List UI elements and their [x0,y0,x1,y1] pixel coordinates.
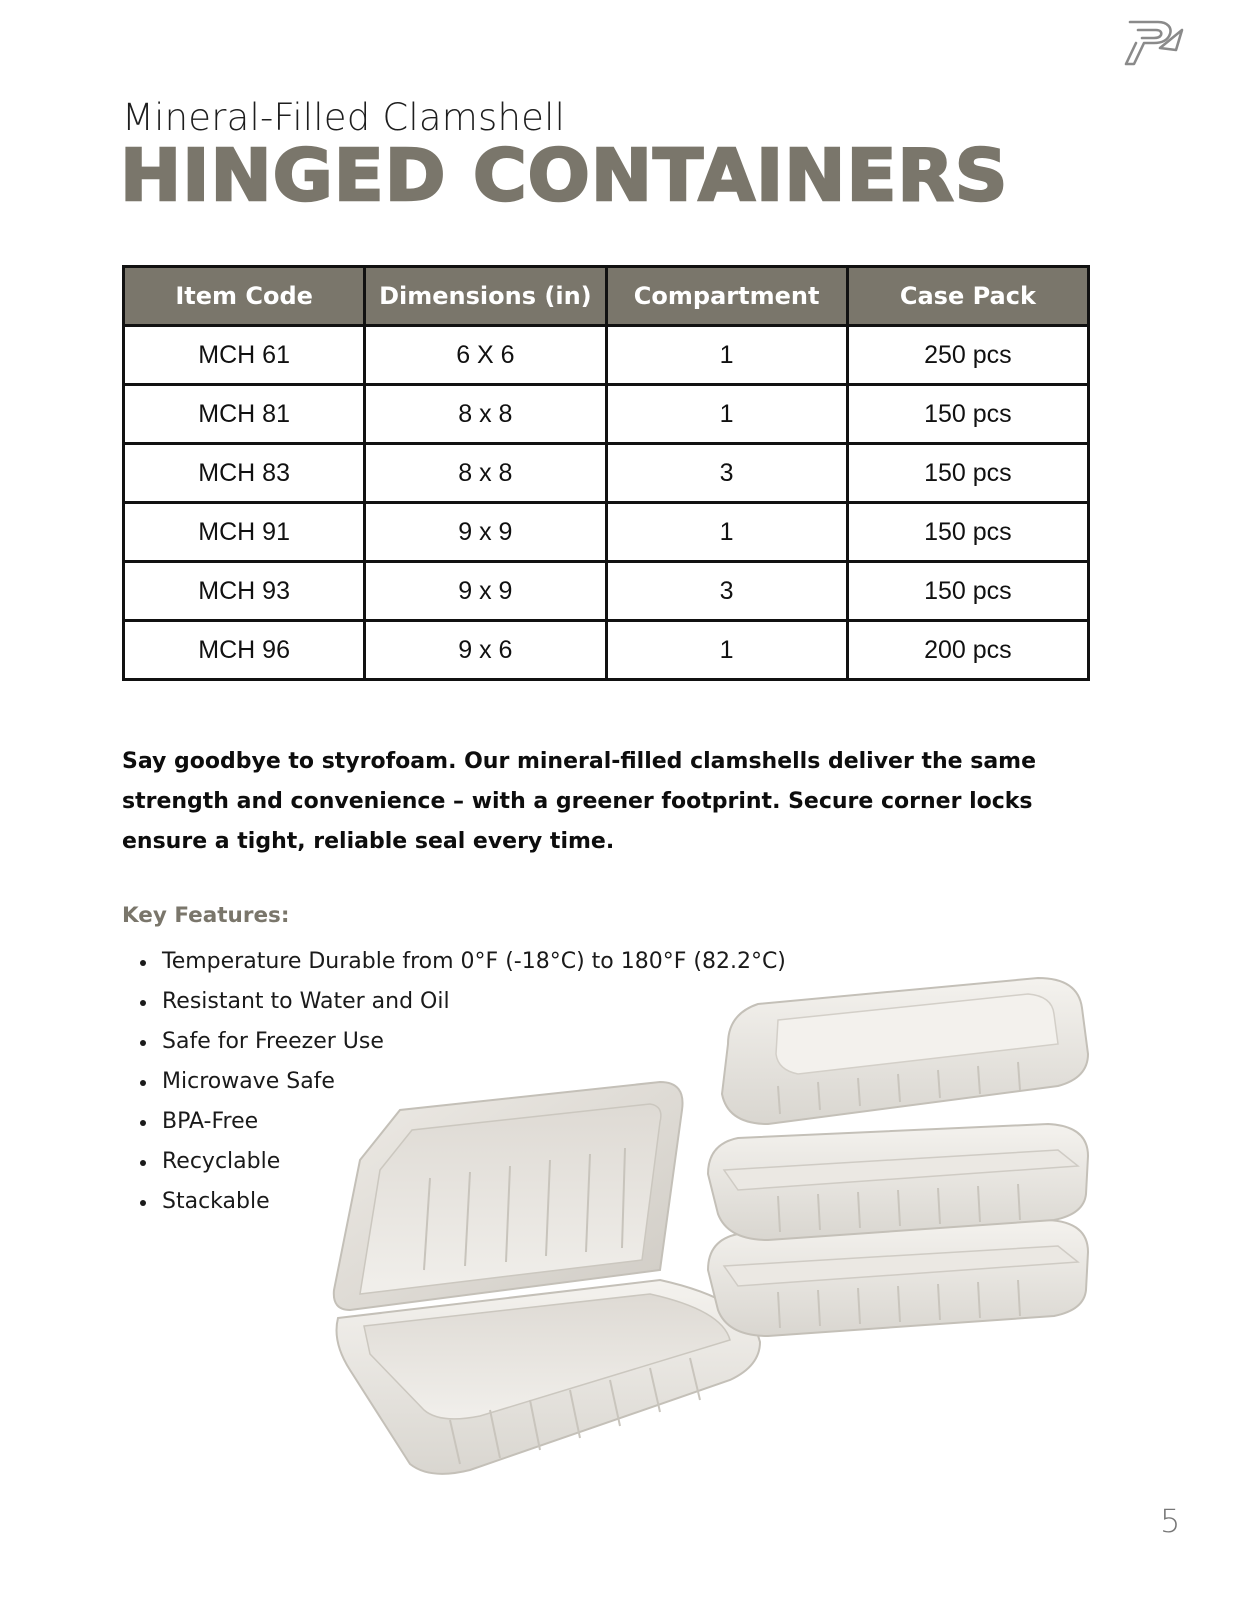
feature-item: Microwave Safe [122,1062,786,1102]
table-cell: 1 [606,503,847,562]
table-cell: 1 [606,385,847,444]
brand-logo-icon [1124,18,1186,68]
table-row [124,503,1089,562]
table-cell: 150 pcs [847,503,1088,562]
table-cell: 8 x 8 [365,385,606,444]
intro-paragraph: Say goodbye to styrofoam. Our mineral-filled clamshells deliver the same strength and convenience – with a greener footprint. Secure corner locks ensure a tight, reliable seal every time. [122,749,1037,854]
stacked-clamshells [708,978,1088,1336]
feature-item: Stackable [122,1182,786,1222]
table-cell: 150 pcs [847,444,1088,503]
table-cell: 150 pcs [847,385,1088,444]
table-cell: MCH 93 [124,562,365,621]
table-row [124,621,1089,680]
table-cell: MCH 81 [124,385,365,444]
page-number: 5 [1160,1502,1181,1540]
table-cell: 1 [606,621,847,680]
table-row [124,444,1089,503]
table-cell: 6 X 6 [365,326,606,385]
column-header: Case Pack [847,267,1088,326]
table-cell: MCH 61 [124,326,365,385]
product-spec-table [122,265,1090,681]
open-clamshell [334,1082,760,1474]
table-cell: 9 x 9 [365,562,606,621]
table-cell: MCH 96 [124,621,365,680]
table-cell: 9 x 6 [365,621,606,680]
table-cell: MCH 83 [124,444,365,503]
table-row [124,326,1089,385]
feature-item: BPA-Free [122,1102,786,1142]
page-subtitle: Mineral-Filled Clamshell [122,96,566,139]
table-cell: 150 pcs [847,562,1088,621]
table-cell: 3 [606,444,847,503]
clamshell-product-image [320,970,1100,1490]
features-heading: Key Features: [122,903,290,928]
table-row [124,562,1089,621]
table-cell: 3 [606,562,847,621]
column-header: Item Code [124,267,365,326]
table-cell: MCH 91 [124,503,365,562]
table-cell: 8 x 8 [365,444,606,503]
feature-item: Resistant to Water and Oil [122,982,786,1022]
table-header-row [124,267,1089,326]
table-cell: 200 pcs [847,621,1088,680]
column-header: Dimensions (in) [365,267,606,326]
feature-item: Recyclable [122,1142,786,1182]
table-cell: 250 pcs [847,326,1088,385]
table-cell: 1 [606,326,847,385]
table-cell: 9 x 9 [365,503,606,562]
page-title: HINGED CONTAINERS [120,134,1009,217]
feature-item: Safe for Freezer Use [122,1022,786,1062]
table-row [124,385,1089,444]
feature-item: Temperature Durable from 0°F (-18°C) to 180°F (82.2°C) [122,942,786,982]
column-header: Compartment [606,267,847,326]
